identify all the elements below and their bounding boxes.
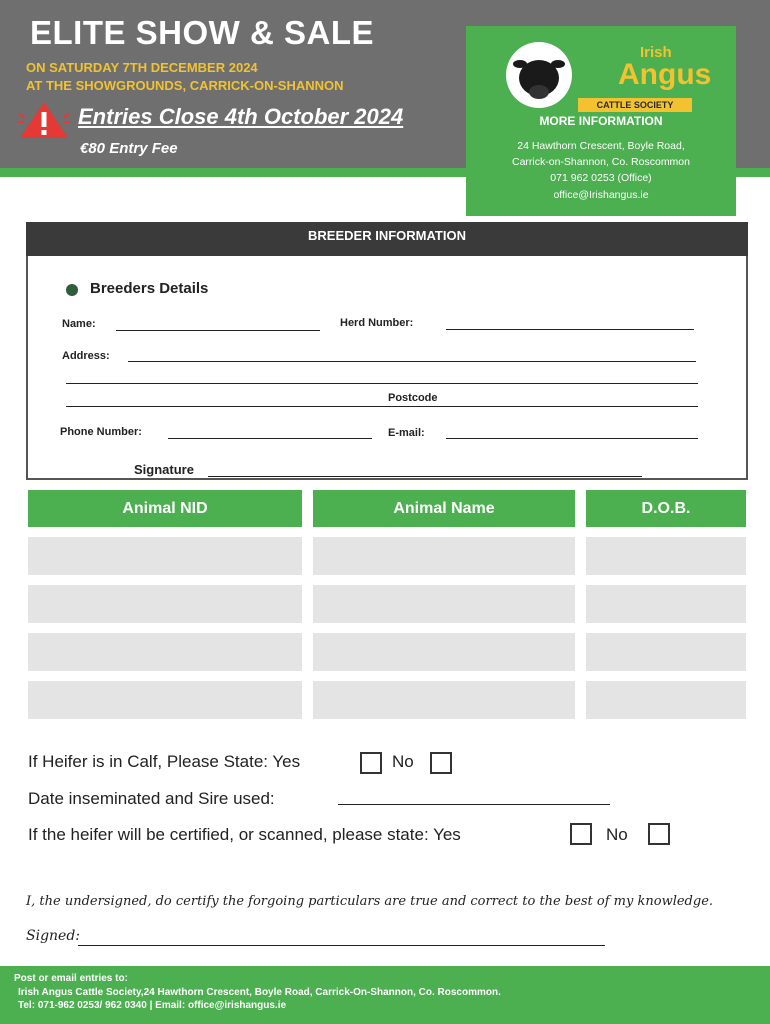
certified-yes-checkbox[interactable]	[570, 823, 592, 845]
certified-no-checkbox[interactable]	[648, 823, 670, 845]
postcode-field[interactable]	[66, 406, 698, 407]
event-date: ON SATURDAY 7TH DECEMBER 2024	[26, 60, 258, 75]
name-field[interactable]	[116, 330, 320, 331]
warning-icon	[16, 100, 72, 140]
table-cell[interactable]	[313, 585, 575, 623]
heifer-calf-no-checkbox[interactable]	[430, 752, 452, 774]
irish-angus-logo	[506, 38, 712, 116]
footer-line-1: Post or email entries to:	[14, 973, 128, 984]
address-field-1[interactable]	[128, 361, 696, 362]
info-email[interactable]: office@Irishangus.ie	[553, 189, 649, 201]
more-information-heading: MORE INFORMATION	[539, 114, 663, 128]
logo-text-irish: Irish	[640, 44, 672, 61]
email-label: E-mail:	[388, 427, 425, 439]
address-field-2[interactable]	[66, 383, 698, 384]
logo-text-angus: Angus	[618, 58, 712, 91]
table-cell[interactable]	[586, 585, 746, 623]
table-cell[interactable]	[313, 681, 575, 719]
date-inseminated-field[interactable]	[338, 804, 610, 805]
table-cell[interactable]	[28, 537, 302, 575]
date-inseminated-label: Date inseminated and Sire used:	[28, 789, 275, 808]
entry-fee: €80 Entry Fee	[80, 140, 178, 157]
bullet-icon	[66, 284, 78, 296]
table-cell[interactable]	[313, 537, 575, 575]
table-cell[interactable]	[313, 633, 575, 671]
herd-number-field[interactable]	[446, 329, 694, 330]
email-field[interactable]	[446, 438, 698, 439]
event-venue: AT THE SHOWGROUNDS, CARRICK-ON-SHANNON	[26, 78, 344, 93]
table-cell[interactable]	[586, 537, 746, 575]
signature-field[interactable]	[208, 476, 642, 477]
heifer-in-calf-question: If Heifer is in Calf, Please State: Yes	[28, 752, 301, 771]
footer	[0, 966, 770, 1024]
table-cell[interactable]	[28, 633, 302, 671]
certified-question: If the heifer will be certified, or scanned, please state: Yes	[28, 825, 461, 844]
phone-number-field[interactable]	[168, 438, 372, 439]
address-label: Address:	[62, 350, 110, 362]
column-header-animal-nid: Animal NID	[28, 490, 302, 527]
herd-number-label: Herd Number:	[340, 317, 414, 329]
postcode-label: Postcode	[388, 392, 438, 404]
page-title: ELITE SHOW & SALE	[30, 14, 375, 51]
logo-emblem	[506, 42, 572, 108]
column-header-animal-name: Animal Name	[313, 490, 575, 527]
signature-label: Signature	[134, 462, 194, 477]
breeder-info-header: BREEDER INFORMATION	[26, 222, 748, 256]
signed-field[interactable]	[78, 945, 605, 946]
logo-text-cattle-society: CATTLE SOCIETY	[578, 98, 692, 112]
breeders-details-heading: Breeders Details	[90, 280, 209, 297]
entries-close-notice: Entries Close 4th October 2024	[78, 104, 404, 129]
footer-address: Irish Angus Cattle Society,24 Hawthorn Crescent, Boyle Road, Carrick-On-Shannon, Co. Roscommon.	[18, 987, 501, 998]
info-address-line-2: Carrick-on-Shannon, Co. Roscommon	[512, 156, 690, 168]
footer-contact: Tel: 071-962 0253/ 962 0340 | Email: office@irishangus.ie	[18, 1000, 287, 1011]
signed-label: Signed:	[26, 928, 81, 944]
declaration-text: I, the undersigned, do certify the forgoing particulars are true and correct to the best of my knowledge.	[26, 894, 714, 909]
info-address-line-1: 24 Hawthorn Crescent, Boyle Road,	[517, 140, 685, 152]
column-header-dob: D.O.B.	[586, 490, 746, 527]
info-phone: 071 962 0253 (Office)	[550, 172, 652, 184]
info-box	[466, 26, 736, 216]
table-cell[interactable]	[28, 585, 302, 623]
heifer-calf-no-label: No	[392, 752, 414, 771]
table-cell[interactable]	[586, 681, 746, 719]
name-label: Name:	[62, 318, 96, 330]
table-cell[interactable]	[586, 633, 746, 671]
table-cell[interactable]	[28, 681, 302, 719]
phone-number-label: Phone Number:	[60, 426, 142, 438]
heifer-calf-yes-checkbox[interactable]	[360, 752, 382, 774]
certified-no-label: No	[606, 825, 628, 844]
bull-icon	[506, 42, 572, 108]
